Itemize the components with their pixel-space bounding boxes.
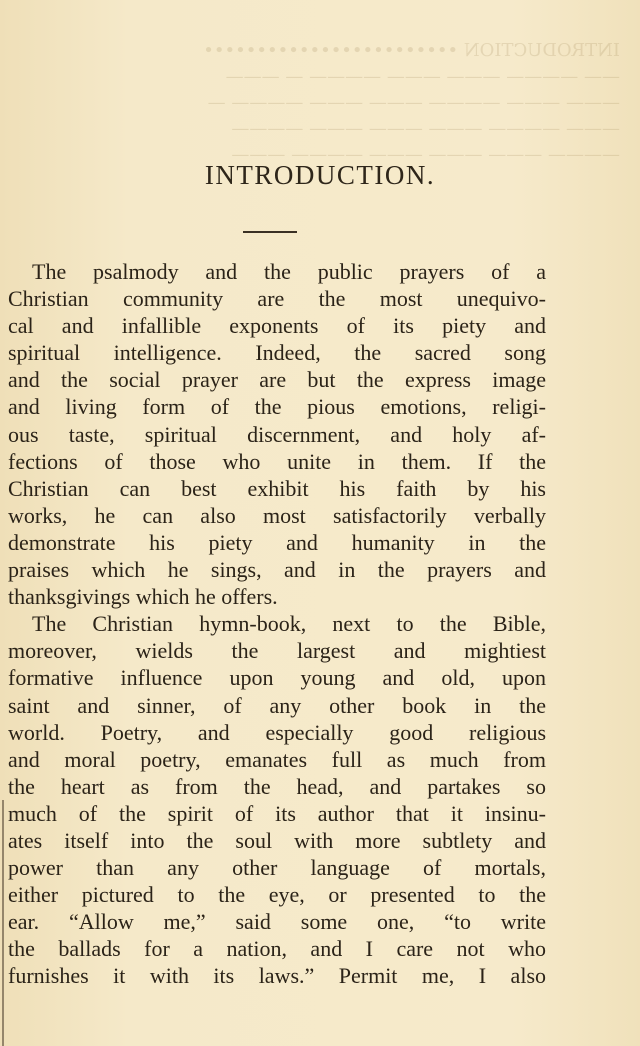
title-rule	[243, 231, 297, 233]
page-title: INTRODUCTION.	[204, 160, 436, 190]
text-line: thanksgivings which he offers.	[8, 584, 278, 610]
text-line: demonstrate his piety and humanity in the	[8, 529, 546, 555]
text-line: formative influence upon young and old, upon	[8, 665, 546, 691]
text-line: furnishes it with its laws.” Permit me, I also	[8, 963, 546, 989]
text-line: spiritual intelligence. Indeed, the sacred song	[8, 340, 546, 366]
text-line: saint and sinner, of any other book in the	[8, 692, 546, 718]
text-line: cal and infallible exponents of its piety and	[8, 313, 546, 339]
text-line: much of the spirit of its author that it insinu-	[8, 800, 546, 826]
text-line: world. Poetry, and especially good religious	[8, 719, 546, 745]
text-line: The psalmody and the public prayers of a	[32, 259, 546, 284]
text-line: Christian community are the most unequivo-	[8, 286, 546, 312]
bleed-through-texture: INTRODUCTION •••••••••••••••••••••••• —— ———— ——— ——— ———— — ——— ——— ——— ———— ——— ——— ———— — ——— ———— ——— ——— ——— ———— ———— ——— ——— ——— ———— ———	[203, 40, 620, 165]
text-line: power than any other language of mortals,	[8, 855, 546, 881]
text-line: either pictured to the eye, or presented to the	[8, 882, 546, 908]
text-line: the heart as from the head, and partakes so	[8, 773, 546, 799]
text-line: ous taste, spiritual discernment, and holy af-	[8, 421, 546, 447]
page-gutter-edge	[2, 800, 4, 1046]
text-line: ear. “Allow me,” said some one, “to write	[8, 909, 546, 935]
text-line: the ballads for a nation, and I care not who	[8, 936, 546, 962]
text-line: fections of those who unite in them. If the	[8, 448, 546, 474]
text-line: Christian can best exhibit his faith by his	[8, 475, 546, 501]
text-line: moreover, wields the largest and mightiest	[8, 638, 546, 664]
text-line: and moral poetry, emanates full as much from	[8, 746, 546, 772]
body-text	[8, 258, 546, 990]
text-line: ates itself into the soul with more subtlety and	[8, 827, 546, 853]
text-line: and the social prayer are but the express image	[8, 367, 546, 393]
text-line: The Christian hymn-book, next to the Bible,	[32, 611, 546, 637]
text-line: and living form of the pious emotions, religi-	[8, 394, 546, 420]
text-line: works, he can also most satisfactorily verbally	[8, 502, 546, 528]
text-line: praises which he sings, and in the prayers and	[8, 557, 546, 583]
